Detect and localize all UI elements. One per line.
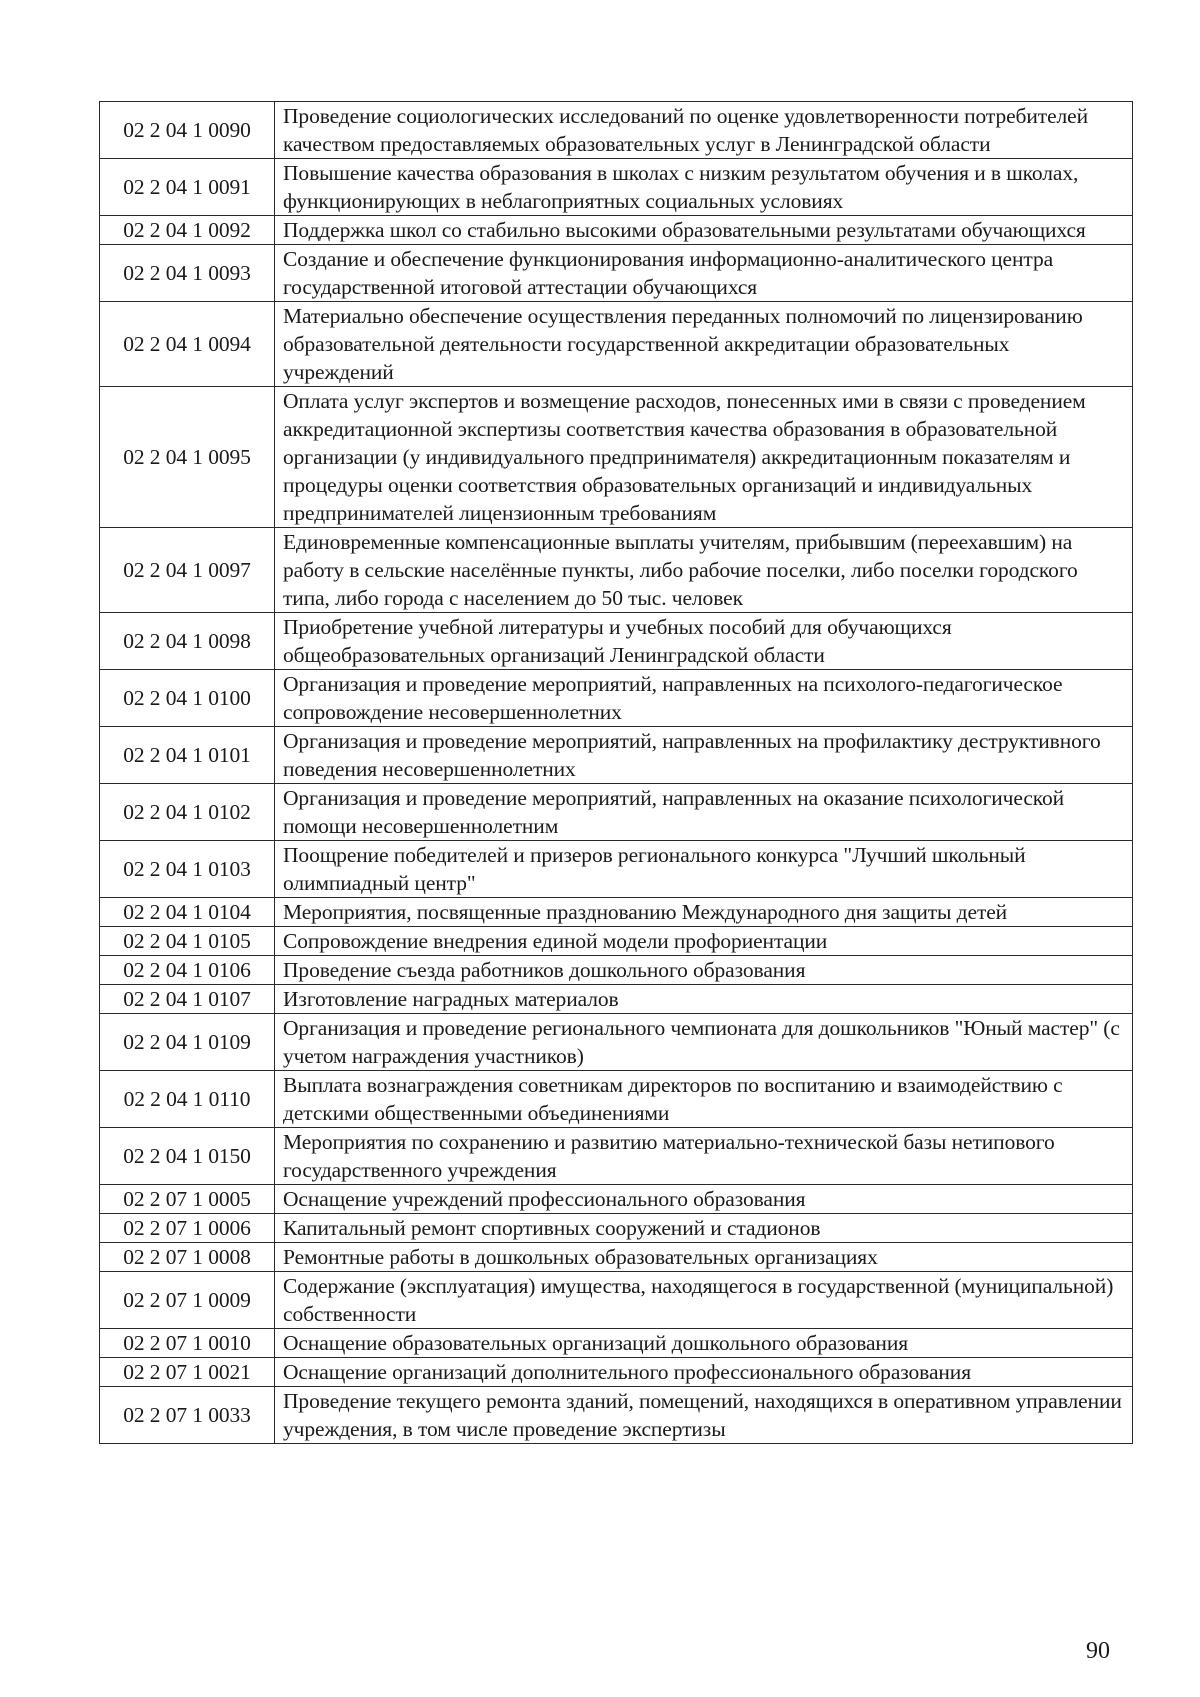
table-row	[100, 1185, 1133, 1214]
row-description: Выплата вознаграждения советникам директоров по воспитанию и взаимодействию с детскими общественными объединениями	[275, 1071, 1133, 1128]
row-description: Капитальный ремонт спортивных сооружений и стадионов	[275, 1214, 1133, 1243]
row-code: 02 2 04 1 0095	[100, 387, 275, 528]
row-description: Создание и обеспечение функционирования информационно-аналитического центра государственной итоговой аттестации обучающихся	[275, 245, 1133, 302]
page-number: 90	[1086, 1638, 1110, 1664]
table-row	[100, 841, 1133, 898]
row-description: Организация и проведение мероприятий, направленных на психолого-педагогическое сопровождение несовершеннолетних	[275, 670, 1133, 727]
row-code: 02 2 04 1 0093	[100, 245, 275, 302]
row-description: Проведение текущего ремонта зданий, помещений, находящихся в оперативном управлении учреждения, в том числе проведение экспертизы	[275, 1387, 1133, 1444]
table-row	[100, 1329, 1133, 1358]
row-code: 02 2 07 1 0008	[100, 1243, 275, 1272]
row-description: Поддержка школ со стабильно высокими образовательными результатами обучающихся	[275, 216, 1133, 245]
row-code: 02 2 04 1 0101	[100, 727, 275, 784]
table-row	[100, 216, 1133, 245]
table-row	[100, 613, 1133, 670]
row-code: 02 2 07 1 0009	[100, 1272, 275, 1329]
row-description: Оснащение организаций дополнительного профессионального образования	[275, 1358, 1133, 1387]
table-body	[100, 102, 1133, 1444]
table-row	[100, 898, 1133, 927]
row-description: Проведение съезда работников дошкольного образования	[275, 956, 1133, 985]
row-code: 02 2 07 1 0006	[100, 1214, 275, 1243]
row-description: Поощрение победителей и призеров регионального конкурса "Лучший школьный олимпиадный центр"	[275, 841, 1133, 898]
table-row	[100, 245, 1133, 302]
row-code: 02 2 04 1 0104	[100, 898, 275, 927]
row-description: Материально обеспечение осуществления переданных полномочий по лицензированию образовательной деятельности государственной аккредитации образовательных учреждений	[275, 302, 1133, 387]
row-description: Оснащение образовательных организаций дошкольного образования	[275, 1329, 1133, 1358]
row-code: 02 2 04 1 0110	[100, 1071, 275, 1128]
row-description: Ремонтные работы в дошкольных образовательных организациях	[275, 1243, 1133, 1272]
row-description: Проведение социологических исследований по оценке удовлетворенности потребителей качеством предоставляемых образовательных услуг в Ленинградской области	[275, 102, 1133, 159]
row-description: Сопровождение внедрения единой модели профориентации	[275, 927, 1133, 956]
table-row	[100, 1128, 1133, 1185]
row-code: 02 2 04 1 0106	[100, 956, 275, 985]
table-row	[100, 956, 1133, 985]
table-row	[100, 1272, 1133, 1329]
row-code: 02 2 04 1 0105	[100, 927, 275, 956]
row-code: 02 2 04 1 0091	[100, 159, 275, 216]
row-code: 02 2 04 1 0150	[100, 1128, 275, 1185]
row-code: 02 2 04 1 0102	[100, 784, 275, 841]
table-row	[100, 985, 1133, 1014]
table-row	[100, 159, 1133, 216]
row-code: 02 2 04 1 0097	[100, 528, 275, 613]
row-description: Оплата услуг экспертов и возмещение расходов, понесенных ими в связи с проведением аккредитационной экспертизы соответствия качества образования в образовательной организации (у индивидуального предпринимателя) аккредитационным показателям и процедуры оценки соответствия образовательных организаций и индивидуальных предпринимателей лицензионным требованиям	[275, 387, 1133, 528]
row-description: Содержание (эксплуатация) имущества, находящегося в государственной (муниципальной) собственности	[275, 1272, 1133, 1329]
row-description: Организация и проведение мероприятий, направленных на оказание психологической помощи несовершеннолетним	[275, 784, 1133, 841]
row-code: 02 2 07 1 0010	[100, 1329, 275, 1358]
table-row	[100, 1387, 1133, 1444]
table-row	[100, 1014, 1133, 1071]
row-code: 02 2 04 1 0092	[100, 216, 275, 245]
row-description: Организация и проведение мероприятий, направленных на профилактику деструктивного поведения несовершеннолетних	[275, 727, 1133, 784]
table-row	[100, 528, 1133, 613]
row-description: Изготовление наградных материалов	[275, 985, 1133, 1014]
row-description: Приобретение учебной литературы и учебных пособий для обучающихся общеобразовательных организаций Ленинградской области	[275, 613, 1133, 670]
table-row	[100, 670, 1133, 727]
row-code: 02 2 04 1 0094	[100, 302, 275, 387]
table-row	[100, 1243, 1133, 1272]
row-code: 02 2 04 1 0107	[100, 985, 275, 1014]
row-code: 02 2 07 1 0021	[100, 1358, 275, 1387]
row-code: 02 2 04 1 0098	[100, 613, 275, 670]
row-description: Повышение качества образования в школах с низким результатом обучения и в школах, функционирующих в неблагоприятных социальных условиях	[275, 159, 1133, 216]
row-description: Мероприятия, посвященные празднованию Международного дня защиты детей	[275, 898, 1133, 927]
row-code: 02 2 07 1 0033	[100, 1387, 275, 1444]
table-row	[100, 302, 1133, 387]
row-code: 02 2 04 1 0090	[100, 102, 275, 159]
row-code: 02 2 04 1 0109	[100, 1014, 275, 1071]
budget-codes-table	[99, 101, 1133, 1444]
row-description: Оснащение учреждений профессионального образования	[275, 1185, 1133, 1214]
table-row	[100, 387, 1133, 528]
table-row	[100, 1071, 1133, 1128]
row-code: 02 2 04 1 0103	[100, 841, 275, 898]
table-row	[100, 1214, 1133, 1243]
table-row	[100, 102, 1133, 159]
row-description: Организация и проведение регионального чемпионата для дошкольников "Юный мастер" (с учетом награждения участников)	[275, 1014, 1133, 1071]
table-row	[100, 727, 1133, 784]
row-description: Мероприятия по сохранению и развитию материально-технической базы нетипового государственного учреждения	[275, 1128, 1133, 1185]
table-row	[100, 927, 1133, 956]
row-code: 02 2 04 1 0100	[100, 670, 275, 727]
table-row	[100, 1358, 1133, 1387]
row-description: Единовременные компенсационные выплаты учителям, прибывшим (переехавшим) на работу в сельские населённые пункты, либо рабочие поселки, либо поселки городского типа, либо города с населением до 50 тыс. человек	[275, 528, 1133, 613]
row-code: 02 2 07 1 0005	[100, 1185, 275, 1214]
table-row	[100, 784, 1133, 841]
